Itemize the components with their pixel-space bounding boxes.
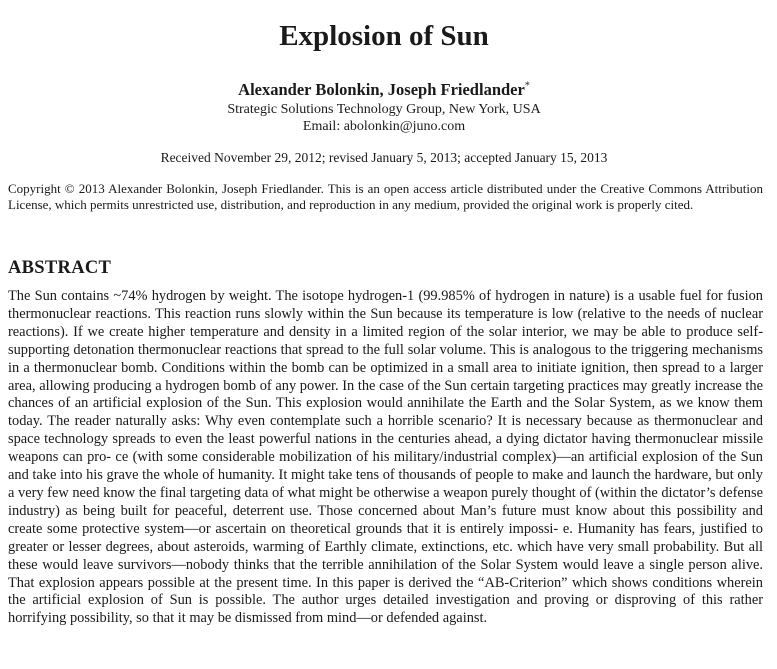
paper-title: Explosion of Sun	[279, 20, 489, 52]
abstract-heading: ABSTRACT	[8, 258, 112, 278]
copyright-notice: Copyright © 2013 Alexander Bolonkin, Joseph Friedlander. This is an open access article distributed under the Creative Commons Attribution License, which permits unrestricted use, distribution, and reproduction in any medium, provided the original work is properly cited.	[8, 181, 763, 212]
author-names: Alexander Bolonkin, Joseph Friedlander	[238, 80, 525, 99]
author-email: Email: abolonkin@juno.com	[302, 119, 466, 134]
author-line	[0, 80, 768, 100]
author-footnote-mark: *	[524, 80, 530, 92]
received-dates: Received November 29, 2012; revised January 5, 2013; accepted January 15, 2013	[160, 150, 608, 165]
affiliation: Strategic Solutions Technology Group, New York, USA	[227, 102, 541, 117]
abstract-text: The Sun contains ~74% hydrogen by weight. The isotope hydrogen-1 (99.985% of hydrogen in nature) is a usable fuel for fusion thermonuclear reactions. This reaction runs slowly within the Sun because its temperature is low (relative to the needs of nuclear reactions). If we create higher temperature and density in a limited region of the solar interior, we may be able to produce self-supporting detonation thermonuclear reactions that spread to the full solar volume. This is analogous to the triggering mechanisms in a thermonuclear bomb. Conditions within the bomb can be optimized in a small area to initiate ignition, then spread to a larger area, allowing producing a hydrogen bomb of any power. In the case of the Sun certain targeting practices may greatly increase the chances of an artificial explosion of the Sun. This explosion would annihilate the Earth and the Solar System, as we know them today. The reader naturally asks: Why even contemplate such a horrible scenario? It is necessary because as thermonuclear and space technology spreads to even the least powerful nations in the centuries ahead, a dying dictator having thermonuclear missile weapons can pro- ce (with some considerable mobilization of his military/industrial complex)—an artificial explosion of the Sun and take into his grave the whole of humanity. It might take tens of thousands of people to make and launch the hardware, but only a very few need know the final targeting data of what might be otherwise a weapon purely thought of (within the dictator’s defense industry) as being built for peaceful, deterrent use. Those concerned about Man’s future must know about this possibility and create some protective system—or ascertain on theoretical grounds that it is entirely impossi- e. Humanity has fears, justified to greater or lesser degrees, about asteroids, warming of Earthly climate, extinctions, etc. which have very small probability. But all these would leave survivors—nobody thinks that the terrible annihilation of the Solar System would leave a single person alive. That explosion appears possible at the present time. In this paper is derived the “AB-Criterion” which shows conditions wherein the artificial explosion of Sun is possible. The author urges detailed investigation and proving or disproving of this rather horrifying possibility, so that it may be dismissed from mind—or defended against.	[8, 288, 763, 627]
